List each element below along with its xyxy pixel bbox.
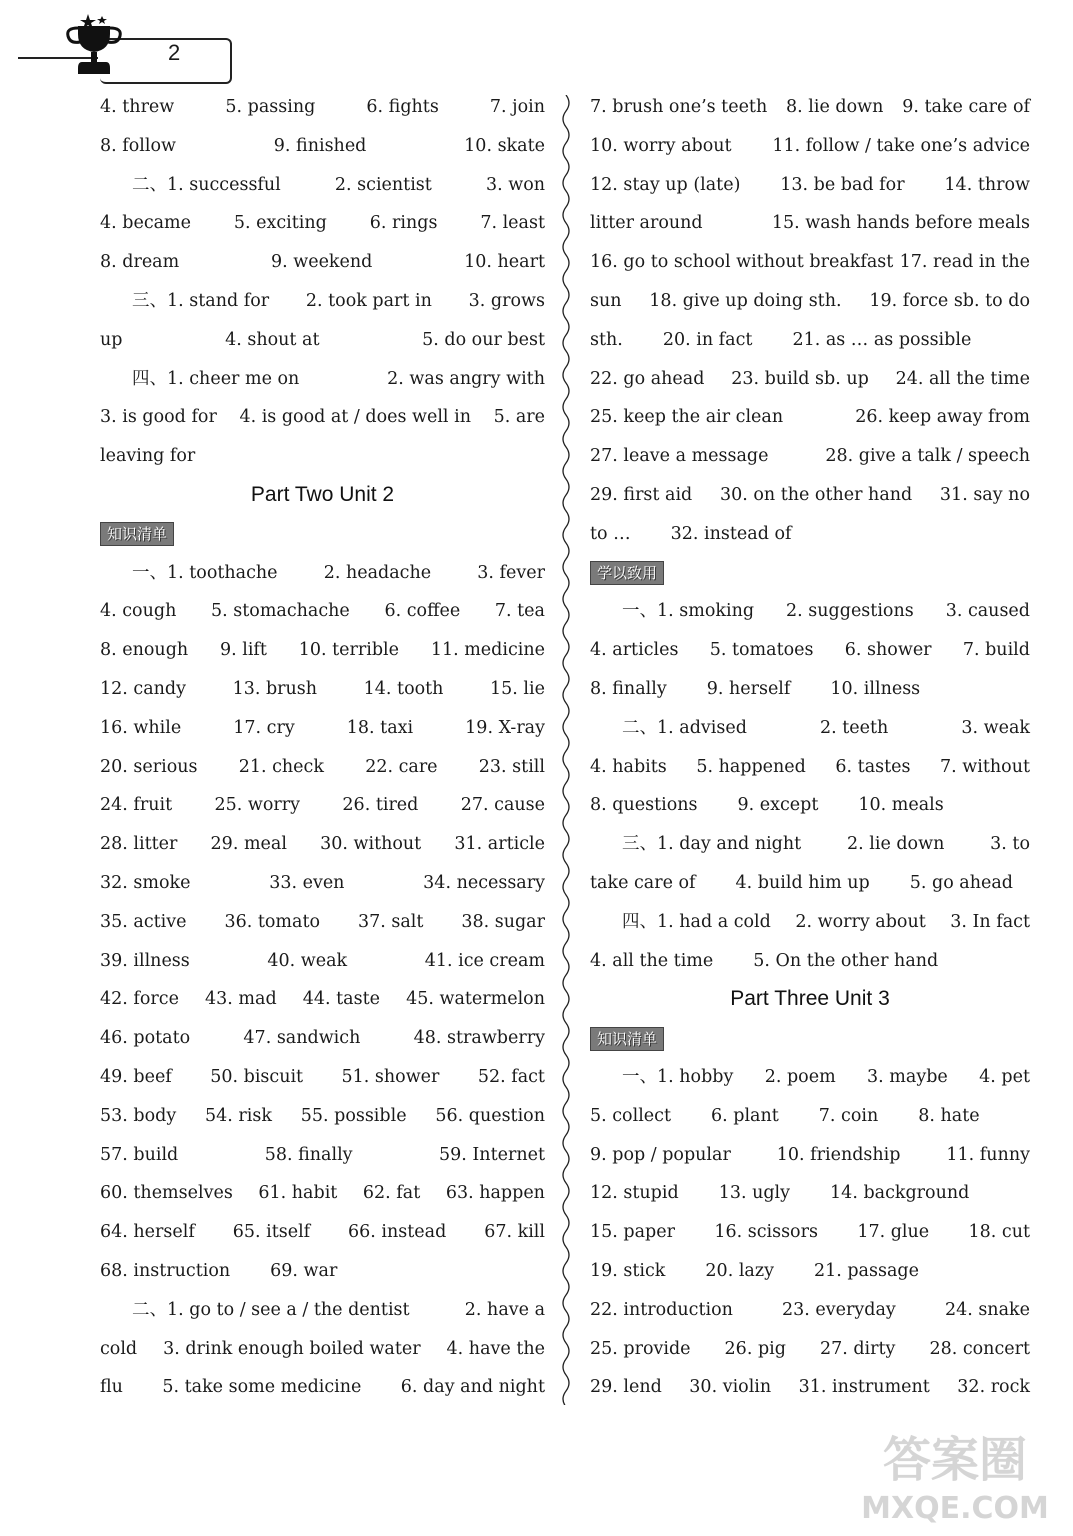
answer-item: 26. tired (342, 795, 419, 816)
answer-item: 21. as … as possible (792, 329, 972, 350)
answer-item: 3. maybe (867, 1066, 948, 1087)
answer-item: 52. fact (477, 1066, 545, 1087)
answer-line (590, 709, 1030, 748)
answer-item: 55. possible (300, 1105, 407, 1126)
answer-item: 10. friendship (776, 1144, 901, 1165)
answer-item: 四、1. had a cold (622, 911, 771, 932)
answer-item: 3. weak (961, 717, 1030, 738)
answer-line (100, 166, 545, 205)
svg-text:MXQE.COM: MXQE.COM (861, 1491, 1049, 1526)
answer-item: 3. fever (477, 562, 545, 583)
answer-item: 32. rock (957, 1377, 1030, 1398)
answer-item: 2. headache (323, 562, 432, 583)
answer-item: 2. teeth (819, 717, 889, 738)
answer-item: 5. tomatoes (709, 640, 814, 661)
answer-item: 13. ugly (718, 1183, 791, 1204)
answer-item: 2. lie down (846, 834, 945, 855)
answer-line (100, 1213, 545, 1252)
answer-item: 二、1. advised (622, 717, 747, 738)
answer-item: 7. build (962, 640, 1030, 661)
answer-line (100, 631, 545, 670)
answer-line (100, 825, 545, 864)
answer-line (590, 631, 1030, 670)
answer-line (100, 1291, 545, 1330)
answer-item: 5. exciting (233, 213, 327, 234)
answer-item: 27. dirty (819, 1338, 896, 1359)
answer-item: 13. brush (232, 678, 318, 699)
section-tag-line (590, 1019, 1030, 1058)
answer-item: 56. question (435, 1105, 545, 1126)
answer-item: sun (590, 290, 622, 311)
answer-item: 53. body (100, 1105, 177, 1126)
answer-item: 29. first aid (590, 484, 693, 505)
answer-item: 7. without (940, 756, 1030, 777)
answer-line (100, 88, 545, 127)
answer-item: 2. have a (464, 1299, 545, 1320)
answer-item: 4. all the time (590, 950, 714, 971)
answer-line (100, 204, 545, 243)
answer-item: 49. beef (100, 1066, 172, 1087)
answer-line (100, 360, 545, 399)
answer-item: 20. lazy (705, 1260, 774, 1281)
answer-line (590, 1368, 1030, 1407)
answer-line (590, 825, 1030, 864)
answer-item: 67. kill (484, 1222, 545, 1243)
answer-item: 18. cut (968, 1222, 1030, 1243)
answer-item: 19. X-ray (465, 717, 545, 738)
answer-item: 27. cause (460, 795, 545, 816)
answer-line (590, 1330, 1030, 1369)
answer-item: 22. go ahead (590, 368, 705, 389)
answer-item: 三、1. stand for (132, 290, 270, 311)
answer-item: 27. leave a message (590, 446, 769, 467)
answer-item: 25. keep the air clean (590, 407, 784, 428)
answer-item: 48. strawberry (413, 1028, 545, 1049)
answer-item: 42. force (100, 989, 179, 1010)
answer-item: 2. poem (764, 1066, 836, 1087)
answer-item: 5. are (493, 407, 545, 428)
answer-item: 12. stay up (late) (590, 174, 741, 195)
column-divider (556, 95, 576, 1405)
page-header (18, 10, 218, 80)
answer-line (100, 1330, 545, 1369)
answer-item: 28. concert (929, 1338, 1030, 1359)
answer-item: 19. stick (590, 1260, 666, 1281)
answer-line (100, 748, 545, 787)
answer-line (100, 1097, 545, 1136)
answer-item: 4. threw (100, 97, 175, 117)
answer-item: 69. war (270, 1260, 338, 1281)
answer-item: 三、1. day and night (622, 834, 802, 855)
answer-item: 40. weak (267, 950, 348, 971)
answer-item: 64. herself (100, 1222, 195, 1243)
answer-line (590, 127, 1030, 166)
answer-item: 6. rings (369, 213, 438, 234)
left-column (100, 88, 545, 1407)
answer-line (590, 942, 1030, 981)
answer-item: 3. In fact (950, 911, 1030, 932)
answer-line (590, 437, 1030, 476)
answer-item: 46. potato (100, 1028, 191, 1049)
answer-item: 45. watermelon (406, 989, 545, 1010)
answer-item: 5. stomachache (211, 601, 350, 622)
answer-item: 7. brush one’s teeth (590, 97, 768, 117)
answer-item: 62. fat (362, 1183, 421, 1204)
answer-item: 6. coffee (384, 601, 461, 622)
answer-item: 4. articles (590, 640, 679, 661)
answer-item: 24. snake (944, 1299, 1030, 1320)
answer-item: 9. herself (706, 678, 791, 699)
answer-line (590, 1136, 1030, 1175)
answer-item: 19. force sb. to do (869, 290, 1030, 311)
answer-item: leaving for (100, 446, 196, 467)
answer-line (590, 476, 1030, 515)
answer-item: up (100, 329, 123, 350)
answer-item: 59. Internet (439, 1144, 545, 1165)
answer-item: 9. pop / popular (590, 1144, 731, 1165)
answer-item: 25. provide (590, 1338, 691, 1359)
answer-item: 37. salt (357, 911, 424, 932)
answer-item: 16. scissors (714, 1222, 818, 1243)
answer-item: 26. pig (724, 1338, 786, 1359)
answer-line (100, 980, 545, 1019)
answer-item: 4. became (100, 213, 192, 234)
answer-item: 4. cough (100, 601, 177, 622)
answer-item: 50. biscuit (210, 1066, 304, 1087)
answer-item: 17. read in the (899, 252, 1030, 273)
answer-line (590, 282, 1030, 321)
answer-line (590, 1213, 1030, 1252)
section-heading: Part Three Unit 3 (730, 987, 890, 1011)
answer-item: 8. dream (100, 252, 180, 273)
answer-item: 3. is good for (100, 407, 217, 428)
answer-item: 23. still (478, 756, 545, 777)
answer-line (590, 1252, 1030, 1291)
answer-item: 15. wash hands before meals (771, 213, 1030, 234)
answer-line (100, 1019, 545, 1058)
answer-item: 10. illness (830, 678, 921, 699)
answer-item: 8. lie down (786, 97, 884, 117)
answer-item: 5. take some medicine (162, 1377, 362, 1398)
answer-item: 8. enough (100, 640, 189, 661)
answer-line (590, 1097, 1030, 1136)
answer-item: 22. introduction (590, 1299, 733, 1320)
answer-line (590, 903, 1030, 942)
answer-item: 41. ice cream (424, 950, 545, 971)
answer-item: 11. funny (946, 1144, 1030, 1165)
answer-item: 二、1. successful (132, 174, 281, 195)
answer-item: 68. instruction (100, 1260, 231, 1281)
trophy-icon (58, 12, 130, 80)
answer-item: 9. lift (219, 640, 267, 661)
answer-line (590, 670, 1030, 709)
answer-item: 31. article (454, 834, 545, 855)
answer-item: 29. lend (590, 1377, 662, 1398)
answer-item: take care of (590, 872, 696, 893)
answer-item: 23. build sb. up (731, 368, 869, 389)
answer-item: 39. illness (100, 950, 190, 971)
answer-item: 32. smoke (100, 872, 191, 893)
answer-item: 60. themselves (100, 1183, 233, 1204)
answer-line (100, 554, 545, 593)
answer-item: 28. give a talk / speech (825, 446, 1030, 467)
answer-item: 一、1. toothache (132, 562, 278, 583)
answer-item: 22. care (365, 756, 438, 777)
answer-item: 四、1. cheer me on (132, 368, 300, 389)
svg-text:答案圈: 答案圈 (882, 1432, 1028, 1488)
answer-item: 20. in fact (662, 329, 753, 350)
section-heading: Part Two Unit 2 (250, 482, 395, 506)
answer-item: 5. passing (225, 97, 316, 117)
answer-line (100, 321, 545, 360)
answer-item: 13. be bad for (780, 174, 905, 195)
answer-item: 4. habits (590, 756, 667, 777)
answer-line (100, 398, 545, 437)
answer-line (590, 592, 1030, 631)
answer-item: 3. drink enough boiled water (163, 1338, 421, 1359)
answer-line (100, 670, 545, 709)
answer-item: 44. taste (302, 989, 380, 1010)
answer-item: 12. candy (100, 678, 186, 699)
answer-item: 11. follow / take one’s advice (772, 135, 1030, 156)
answer-item: 61. habit (258, 1183, 338, 1204)
answer-item: 2. suggestions (786, 601, 914, 622)
answer-item: 43. mad (205, 989, 277, 1010)
page-number: 2 (168, 40, 181, 65)
answer-item: 31. say no (939, 484, 1030, 505)
answer-item: 38. sugar (461, 911, 545, 932)
answer-item: 8. follow (100, 135, 176, 156)
answer-item: flu (100, 1377, 123, 1398)
answer-line (590, 360, 1030, 399)
answer-item: 2. worry about (795, 911, 926, 932)
answer-item: to … (590, 523, 631, 544)
answer-line (590, 321, 1030, 360)
answer-item: 4. have the (446, 1338, 545, 1359)
answer-item: 9. finished (273, 135, 367, 156)
answer-item: 11. medicine (430, 640, 545, 661)
section-tag-line (100, 515, 545, 554)
answer-item: 2. took part in (305, 290, 432, 311)
answer-item: 5. happened (696, 756, 806, 777)
answer-item: 8. hate (918, 1105, 980, 1126)
answer-item: litter around (590, 213, 703, 234)
answer-item: 5. do our best (422, 329, 545, 350)
answer-line (100, 282, 545, 321)
answer-item: sth. (590, 329, 623, 350)
answer-item: 54. risk (205, 1105, 272, 1126)
answer-item: 20. serious (100, 756, 198, 777)
answer-item: 17. cry (233, 717, 295, 738)
answer-item: 6. tastes (835, 756, 911, 777)
answer-item: 5. go ahead (909, 872, 1013, 893)
answer-item: 31. instrument (798, 1377, 930, 1398)
answer-item: 14. tooth (363, 678, 444, 699)
answer-item: 21. passage (813, 1260, 919, 1281)
answer-item: 6. day and night (400, 1377, 545, 1398)
answer-item: 25. worry (214, 795, 301, 816)
answer-item: 10. heart (464, 252, 545, 273)
answer-item: 2. was angry with (387, 368, 545, 389)
answer-item: 5. On the other hand (753, 950, 939, 971)
answer-item: 6. fights (366, 97, 439, 117)
answer-item: 21. check (238, 756, 324, 777)
answer-item: 18. taxi (346, 717, 414, 738)
answer-item: 8. finally (590, 678, 667, 699)
answer-line (100, 903, 545, 942)
answer-line (100, 864, 545, 903)
answer-line (590, 204, 1030, 243)
answer-line (590, 1058, 1030, 1097)
answer-item: 9. take care of (902, 97, 1030, 117)
answer-item: 6. plant (710, 1105, 779, 1126)
answer-item: 29. meal (210, 834, 287, 855)
answer-line (100, 709, 545, 748)
answer-item: 7. join (489, 97, 545, 117)
answer-item: 58. finally (264, 1144, 353, 1165)
answer-item: 5. collect (590, 1105, 671, 1126)
answer-line (100, 1368, 545, 1407)
answer-item: 28. litter (100, 834, 178, 855)
answer-line (590, 748, 1030, 787)
answer-item: 二、1. go to / see a / the dentist (132, 1299, 410, 1320)
answer-item: 2. scientist (334, 174, 432, 195)
answer-line (590, 1174, 1030, 1213)
answer-item: 10. meals (858, 795, 944, 816)
answer-line (100, 1058, 545, 1097)
answer-item: 51. shower (341, 1066, 440, 1087)
watermark-logo (855, 1418, 1055, 1528)
answer-item: 4. is good at / does well in (239, 407, 471, 428)
answer-item: 15. lie (490, 678, 545, 699)
answer-item: 10. skate (464, 135, 545, 156)
answer-line (100, 592, 545, 631)
answer-line (590, 243, 1030, 282)
answer-item: 8. questions (590, 795, 698, 816)
answer-item: 15. paper (590, 1222, 675, 1243)
answer-item: 23. everyday (782, 1299, 896, 1320)
answer-item: 26. keep away from (855, 407, 1030, 428)
answer-item: 12. stupid (590, 1183, 679, 1204)
answer-item: 3. to (990, 834, 1030, 855)
answer-item: 4. pet (979, 1066, 1030, 1087)
answer-item: 32. instead of (670, 523, 792, 544)
answer-item: 14. throw (944, 174, 1030, 195)
answer-item: 30. without (320, 834, 422, 855)
section-tag-line (590, 554, 1030, 593)
answer-item: 9. except (737, 795, 819, 816)
answer-item: 24. all the time (895, 368, 1030, 389)
answer-item: 30. violin (689, 1377, 772, 1398)
answer-line (100, 942, 545, 981)
answer-item: 66. instead (348, 1222, 447, 1243)
answer-item: 6. shower (844, 640, 932, 661)
answer-item: 65. itself (232, 1222, 311, 1243)
answer-item: 3. won (485, 174, 545, 195)
answer-item: 16. go to school without breakfast (590, 252, 894, 273)
answer-line (590, 786, 1030, 825)
answer-item: 63. happen (445, 1183, 545, 1204)
answer-item: 18. give up doing sth. (649, 290, 842, 311)
answer-item: 3. grows (468, 290, 545, 311)
answer-line (100, 786, 545, 825)
answer-line (100, 1252, 545, 1291)
answer-item: cold (100, 1338, 138, 1359)
answer-line (590, 1291, 1030, 1330)
answer-item: 10. terrible (298, 640, 400, 661)
answer-item: 一、1. hobby (622, 1066, 734, 1087)
answer-line (100, 437, 545, 476)
answer-item: 24. fruit (100, 795, 173, 816)
answer-line (590, 88, 1030, 127)
answer-line (590, 398, 1030, 437)
section-tag: 知识清单 (590, 1027, 664, 1051)
answer-item: 30. on the other hand (719, 484, 913, 505)
answer-item: 57. build (100, 1144, 179, 1165)
answer-item: 10. worry about (590, 135, 732, 156)
answer-item: 34. necessary (423, 872, 545, 893)
answer-line (590, 864, 1030, 903)
answer-line (590, 166, 1030, 205)
section-tag: 学以致用 (590, 561, 664, 585)
answer-item: 4. build him up (735, 872, 870, 893)
answer-item: 36. tomato (224, 911, 321, 932)
answer-item: 33. even (269, 872, 345, 893)
right-column (590, 88, 1030, 1407)
answer-line (590, 515, 1030, 554)
answer-item: 3. caused (945, 601, 1030, 622)
answer-item: 14. background (830, 1183, 970, 1204)
answer-item: 7. coin (818, 1105, 879, 1126)
answer-item: 一、1. smoking (622, 601, 755, 622)
answer-item: 17. glue (857, 1222, 930, 1243)
answer-item: 7. tea (494, 601, 545, 622)
answer-line (100, 1136, 545, 1175)
answer-line (100, 243, 545, 282)
answer-item: 35. active (100, 911, 187, 932)
answer-line (100, 1174, 545, 1213)
answer-item: 4. shout at (225, 329, 320, 350)
answer-line (100, 127, 545, 166)
answer-item: 47. sandwich (243, 1028, 361, 1049)
answer-item: 16. while (100, 717, 182, 738)
section-tag: 知识清单 (100, 522, 174, 546)
answer-item: 7. least (480, 213, 545, 234)
answer-item: 9. weekend (270, 252, 373, 273)
